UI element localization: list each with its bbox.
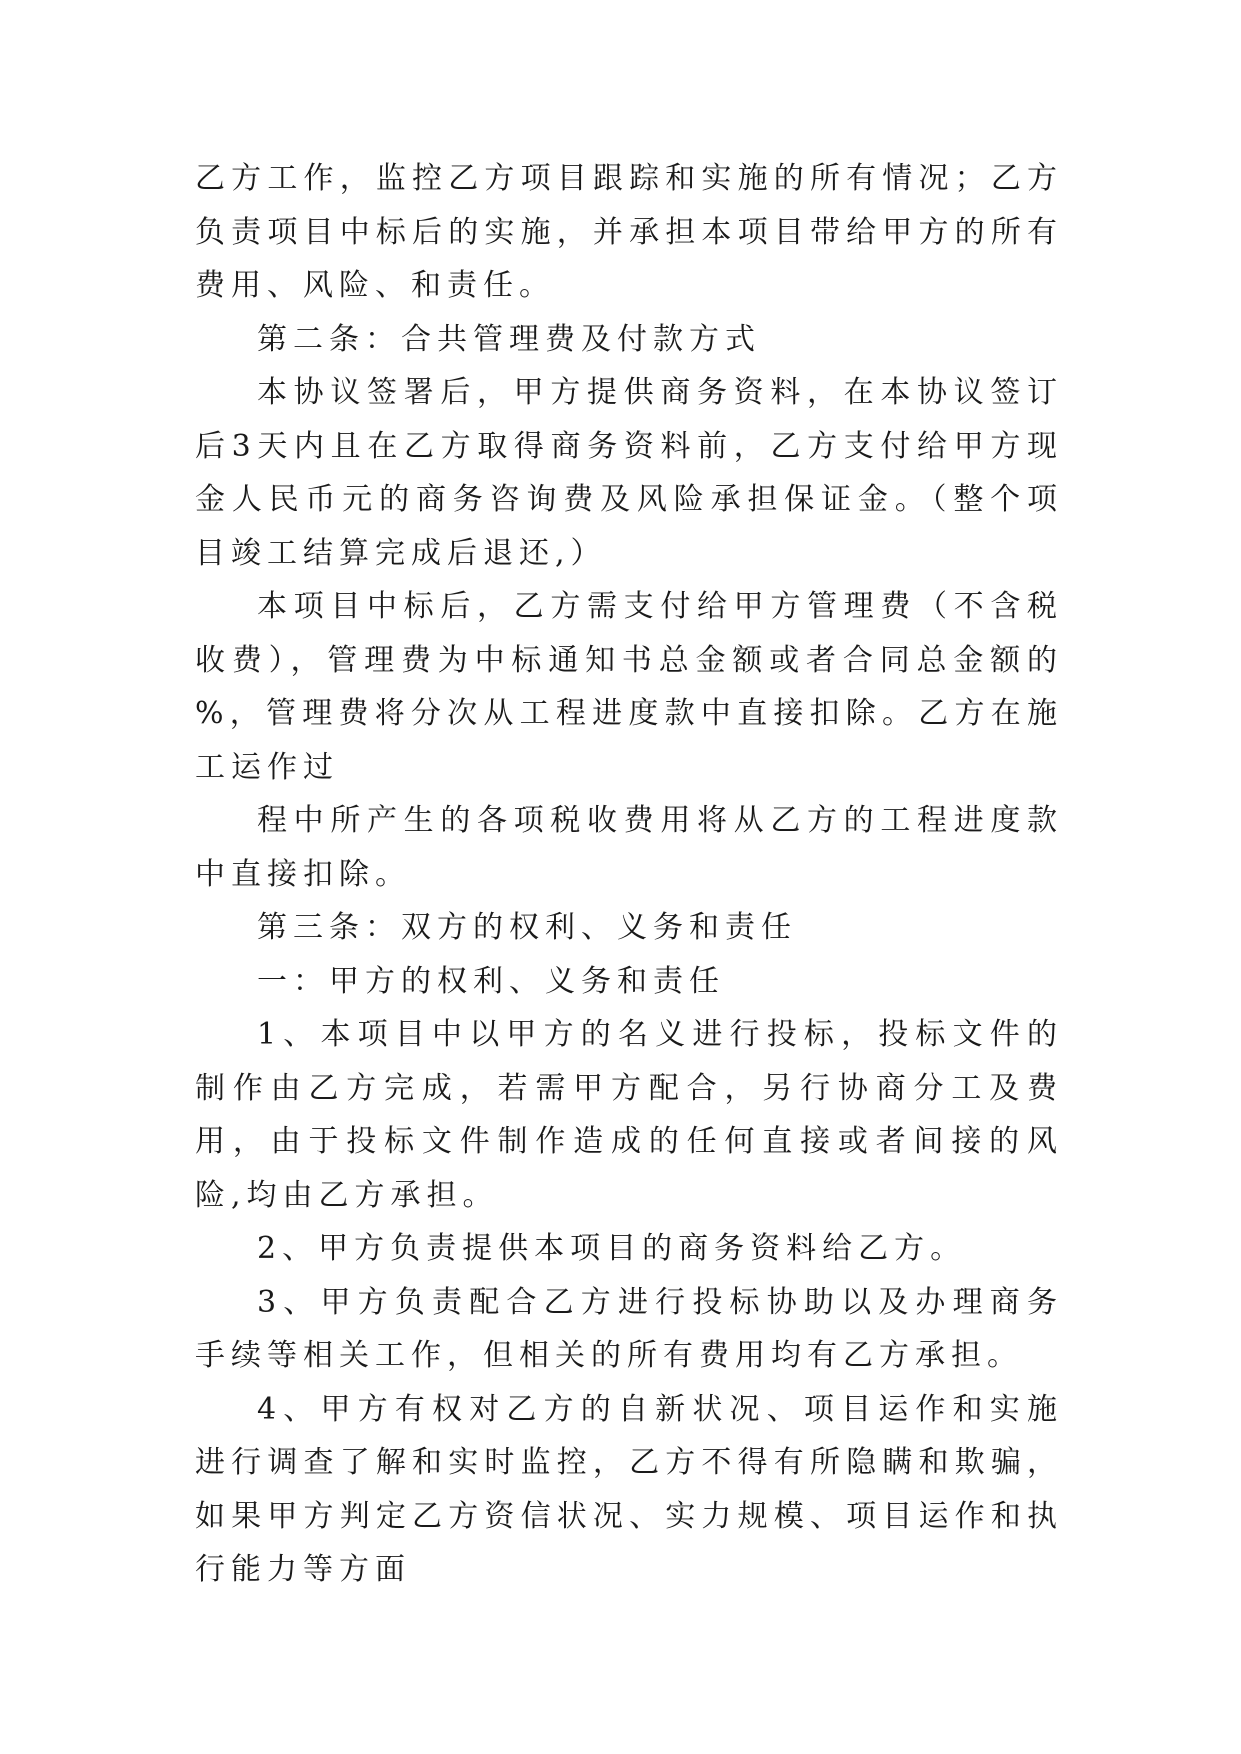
heading-article-3: 第三条：双方的权利、义务和责任 — [257, 910, 797, 945]
list-item-1: 1、本项目中以甲方的名义进行投标，投标文件的制作由乙方完成，若需甲方配合，另行协商分工及费用，由于投标文件制作造成的任何直接或者间接的风险,均由乙方承担。 — [195, 1017, 1063, 1213]
paragraph-management-fee: 本项目中标后，乙方需支付给甲方管理费（不含税收费），管理费为中标通知书总金额或者合同总金额的 %，管理费将分次从工程进度款中直接扣除。乙方在施工运作过 — [195, 589, 1063, 785]
paragraph-deposit-payment: 本协议签署后，甲方提供商务资料，在本协议签订后3天内且在乙方取得商务资料前，乙方支付给甲方现金人民币元的商务咨询费及风险承担保证金。（整个项目竣工结算完成后退还,） — [195, 375, 1063, 571]
heading-article-2: 第二条：合共管理费及付款方式 — [257, 321, 761, 357]
list-item-3: 3、甲方负责配合乙方进行投标协助以及办理商务手续等相关工作，但相关的所有费用均有乙方承担。 — [195, 1284, 1063, 1373]
list-item-2: 2、甲方负责提供本项目的商务资料给乙方。 — [257, 1231, 967, 1266]
paragraph-continuation-obligations: 乙方工作，监控乙方项目跟踪和实施的所有情况；乙方负责项目中标后的实施，并承担本项目带给甲方的所有费用、风险、和责任。 — [195, 161, 1063, 303]
document-body — [195, 152, 1063, 1597]
paragraph-tax-deduction: 程中所产生的各项税收费用将从乙方的工程进度款中直接扣除。 — [195, 803, 1063, 892]
subheading-party-a: 一：甲方的权利、义务和责任 — [257, 963, 725, 999]
list-item-4: 4、甲方有权对乙方的自新状况、项目运作和实施进行调查了解和实时监控，乙方不得有所隐瞒和欺骗，如果甲方判定乙方资信状况、实力规模、项目运作和执行能力等方面 — [195, 1391, 1063, 1587]
